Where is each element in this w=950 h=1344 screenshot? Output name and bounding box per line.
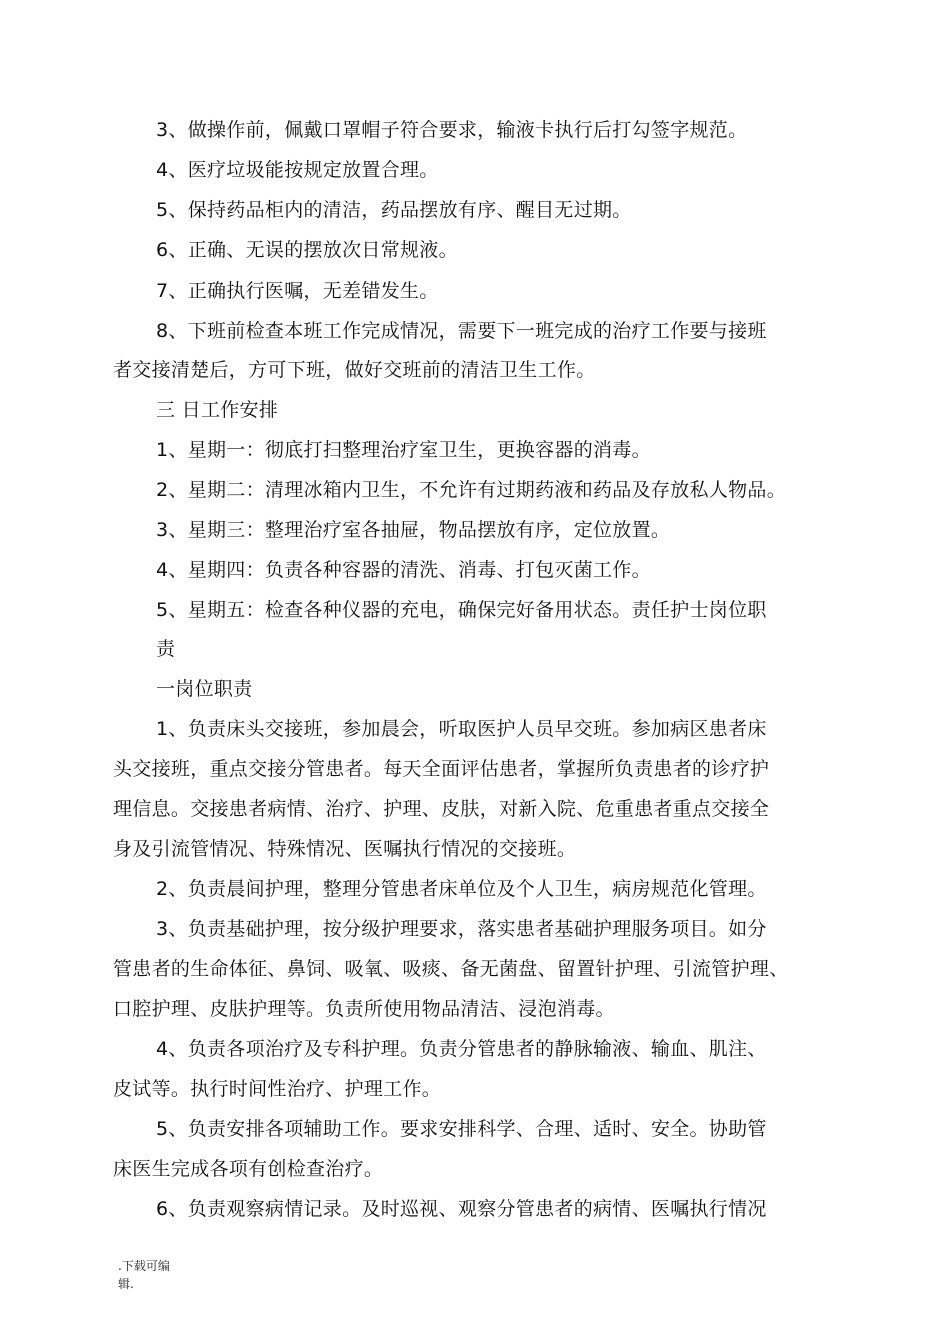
text-line: 4、负责各项治疗及专科护理。负责分管患者的静脉输液、输血、肌注、 — [156, 1038, 767, 1060]
text-line: 床医生完成各项有创检查治疗。 — [113, 1158, 384, 1180]
text-line: 者交接清楚后，方可下班，做好交班前的清洁卫生工作。 — [113, 359, 596, 381]
text-line: 1、星期一：彻底打扫整理治疗室卫生，更换容器的消毒。 — [156, 439, 651, 461]
section-heading: 一岗位职责 — [156, 678, 253, 700]
text-line: 3、负责基础护理，按分级护理要求，落实患者基础护理服务项目。如分 — [156, 918, 767, 940]
text-line: 5、负责安排各项辅助工作。要求安排科学、合理、适时、安全。协助管 — [156, 1118, 767, 1140]
text-line: 理信息。交接患者病情、治疗、护理、皮肤，对新入院、危重患者重点交接全 — [113, 798, 770, 820]
text-line: 管患者的生命体征、鼻饲、吸氧、吸痰、备无菌盘、留置针护理、引流管护理、 — [113, 958, 789, 980]
text-line: 4、星期四：负责各种容器的清洗、消毒、打包灭菌工作。 — [156, 559, 651, 581]
text-line: 5、星期五：检查各种仪器的充电，确保完好备用状态。责任护士岗位职 — [156, 599, 767, 621]
text-line: 7、正确执行医嘱，无差错发生。 — [156, 280, 439, 302]
section-heading: 三 日工作安排 — [156, 399, 279, 421]
text-line: 2、负责晨间护理，整理分管患者床单位及个人卫生，病房规范化管理。 — [156, 878, 767, 900]
text-line: 6、负责观察病情记录。及时巡视、观察分管患者的病情、医嘱执行情况 — [156, 1198, 767, 1220]
text-line: 5、保持药品柜内的清洁，药品摆放有序、醒目无过期。 — [156, 199, 632, 221]
text-line: 头交接班，重点交接分管患者。每天全面评估患者，掌握所负责患者的诊疗护 — [113, 758, 770, 780]
footer-note: .下载可编 — [118, 1259, 170, 1273]
text-line: 4、医疗垃圾能按规定放置合理。 — [156, 159, 439, 181]
text-line: 8、下班前检查本班工作完成情况，需要下一班完成的治疗工作要与接班 — [156, 320, 767, 342]
text-line: 6、正确、无误的摆放次日常规液。 — [156, 239, 458, 261]
footer-note: 辑. — [118, 1277, 134, 1291]
text-line: 皮试等。执行时间性治疗、护理工作。 — [113, 1078, 442, 1100]
text-line: 2、星期二：清理冰箱内卫生，不允许有过期药液和药品及存放私人物品。 — [156, 479, 786, 501]
text-line: 口腔护理、皮肤护理等。负责所使用物品清洁、浸泡消毒。 — [113, 998, 615, 1020]
text-line: 1、负责床头交接班，参加晨会，听取医护人员早交班。参加病区患者床 — [156, 718, 767, 740]
text-line: 责 — [156, 638, 176, 660]
text-line: 3、星期三：整理治疗室各抽屉，物品摆放有序，定位放置。 — [156, 519, 671, 541]
text-line: 身及引流管情况、特殊情况、医嘱执行情况的交接班。 — [113, 838, 577, 860]
text-line: 3、做操作前，佩戴口罩帽子符合要求，输液卡执行后打勾签字规范。 — [156, 119, 748, 141]
